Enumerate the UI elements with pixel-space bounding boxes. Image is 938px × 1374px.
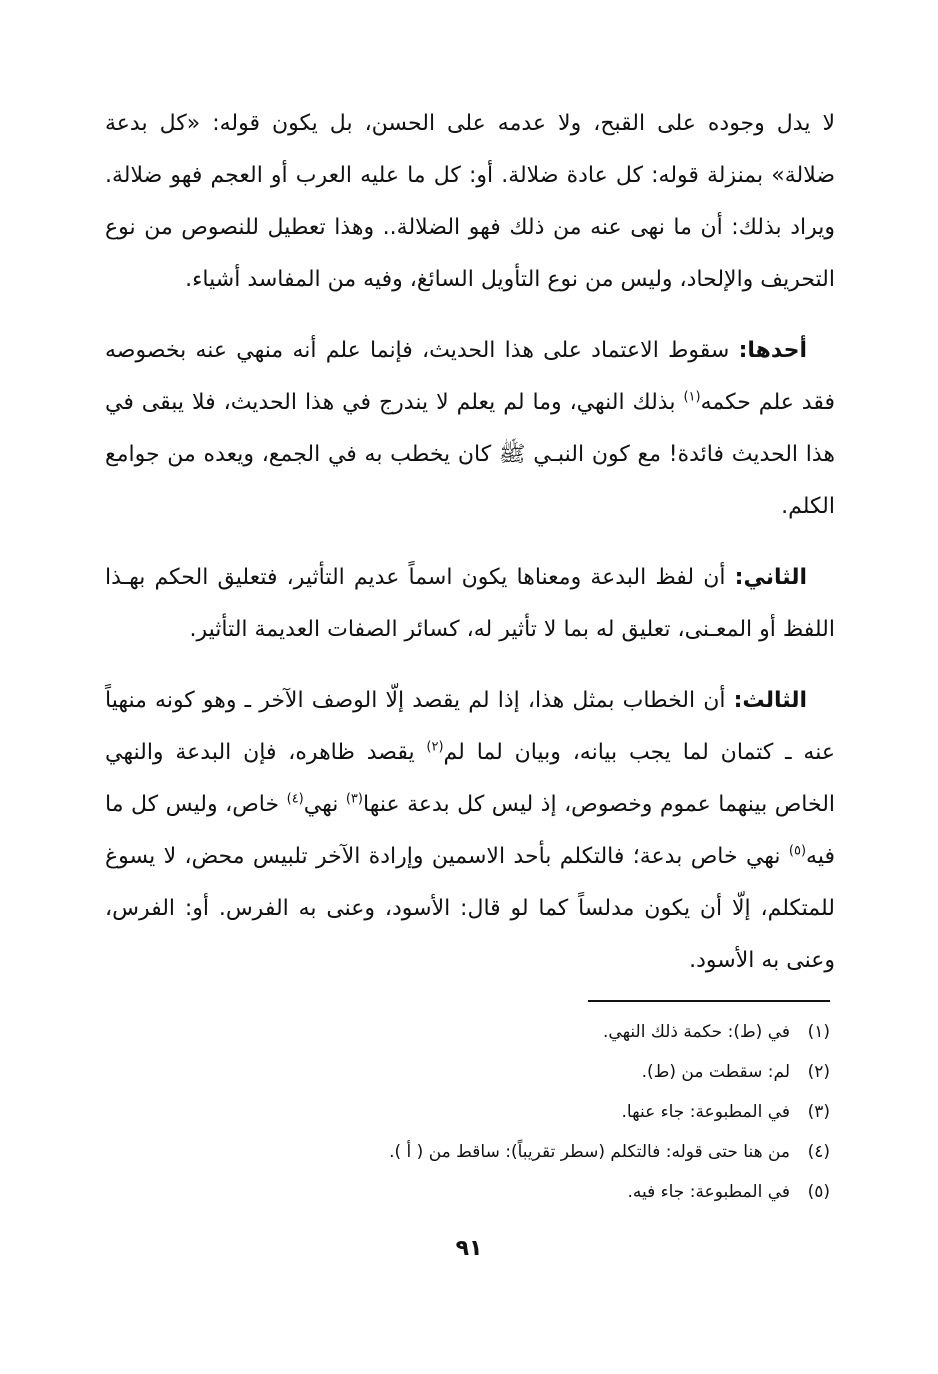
footnote-text: في المطبوعة: جاء فيه. [627,1182,790,1202]
footnote-item [300,1012,830,1052]
footnote-ref-3[interactable]: (٣) [345,791,363,807]
paragraph-third-point [105,675,835,987]
footnotes-list [300,1012,830,1212]
third-point-heading: الثالث: [733,688,807,713]
paragraph-intro-text: لا يدل وجوده على القبح، ولا عدمه على الحسن، بل يكون قوله: «كل بدعة ضلالة» بمنزلة قوله: كل عادة ضلالة. أو: كل ما عليه العرب أو العجم فهو ضلالة. ويراد بذلك: أن ما نهى عنه من ذلك فهو الضلالة.. وهذا تعطيل للنصوص من نوع التحريف والإلحاد، وليس من نوع التأويل السائغ، وفيه من المفاسد أشياء. [105,111,835,292]
footnote-number: (٣) [807,1102,830,1122]
footnote-number: (١) [807,1022,830,1042]
first-point-text-b: بذلك النهي، وما لم يعلم لا يندرج في هذا الحديث، فلا يبقى في هذا الحديث فائدة! مع كون النبـي ﷺ كان يخطب به في الجمع، ويعده من جوامع الكلم. [105,390,835,519]
footnote-number: (٢) [807,1062,830,1082]
footnote-text: في (ط): حكمة ذلك النهي. [603,1022,790,1042]
footnote-text: من هنا حتى قوله: فالتكلم (سطر تقريباً): ساقط من ( أ ). [389,1142,790,1162]
first-point-text-a: سقوط الاعتماد على هذا الحديث، فإنما علم أنه منهي عنه بخصوصه فقد علم حكمه [105,338,836,415]
footnote-item [300,1132,830,1172]
footnote-number: (٤) [807,1142,830,1162]
paragraph-intro [105,98,835,306]
first-point-heading: أحدها: [738,338,807,363]
footnote-item [300,1052,830,1092]
paragraph-first-point [105,325,835,533]
footnote-number: (٥) [807,1182,830,1202]
footnote-ref-1[interactable]: (١) [683,389,701,405]
paragraph-second-point [105,552,835,656]
footnote-ref-2[interactable]: (٢) [426,739,444,755]
third-point-text-d: خاص، وليس كل ما فيه [105,792,835,869]
third-point-text-c: نهي [303,792,346,817]
third-point-text-b: يقصد ظاهره، فإن البدعة والنهي الخاص بينهما عموم وخصوص، إذ ليس كل بدعة عنها [105,740,836,817]
footnote-ref-4[interactable]: (٤) [286,791,304,807]
second-point-heading: الثاني: [734,565,807,590]
footnote-item [300,1092,830,1132]
third-point-text-a: أن الخطاب بمثل هذا، إذا لم يقصد إلّا الوصف الآخر ـ وهو كونه منهياً عنه ـ كتمان لما يجب بيانه، وبيان لما لم [105,688,835,765]
footnote-separator [588,1000,830,1002]
main-text [105,98,835,1006]
page-number: ٩١ [455,1236,483,1261]
footnote-ref-5[interactable]: (٥) [788,843,807,859]
footnote-text: في المطبوعة: جاء عنها. [621,1102,790,1122]
footnote-item [300,1172,830,1212]
third-point-text-e: نهي خاص بدعة؛ فالتكلم بأحد الاسمين وإرادة الآخر تلبيس محض، لا يسوغ للمتكلم، إلّا أن يكون مدلساً كما لو قال: الأسود، وعنى به الفرس. أو: الفرس، وعنى به الأسود. [105,844,835,973]
footnote-text: لم: سقطت من (ط). [641,1062,790,1082]
second-point-text: أن لفظ البدعة ومعناها يكون اسماً عديم التأثير، فتعليق الحكم بهـذا اللفظ أو المعـنى، تعليق له بما لا تأثير له، كسائر الصفات العديمة التأثير. [105,565,835,642]
